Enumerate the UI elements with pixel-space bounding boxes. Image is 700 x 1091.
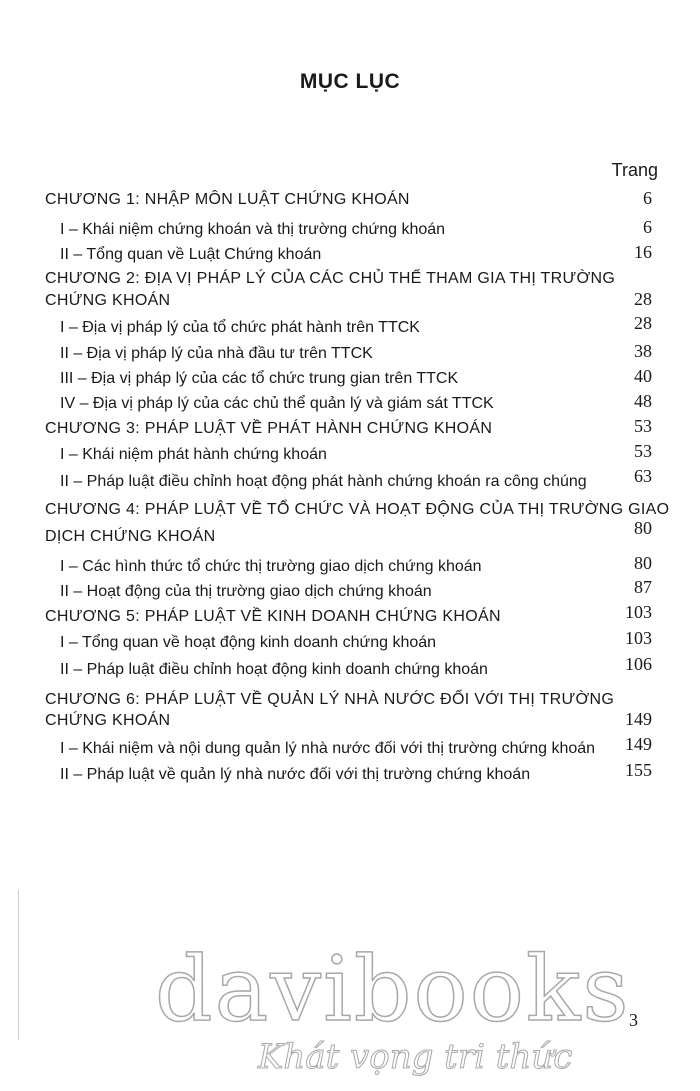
toc-chapter-3-page: 53 <box>634 416 652 436</box>
toc-section-title: I – Tổng quan về hoạt động kinh doanh chứng khoán <box>60 634 437 651</box>
toc-chapter-2-page: 28 <box>634 289 652 309</box>
toc-section-page: 40 <box>634 366 652 386</box>
toc-section-page: 106 <box>625 654 652 674</box>
toc-chapter-6-title-cont: CHỨNG KHOÁN <box>45 712 171 729</box>
toc-section-page: 103 <box>625 628 652 648</box>
toc-section-page: 38 <box>634 341 652 361</box>
toc-chapter-5-title: CHƯƠNG 5: PHÁP LUẬT VỀ KINH DOANH CHỨNG KHOÁN <box>45 608 501 625</box>
toc-section-title: II – Tổng quan về Luật Chứng khoán <box>60 246 322 263</box>
toc-section-page: 53 <box>634 441 652 461</box>
toc-section-page: 80 <box>634 553 652 573</box>
toc-section-page: 63 <box>634 466 652 486</box>
toc-section-title: II – Địa vị pháp lý của nhà đầu tư trên TTCK <box>60 345 373 362</box>
scan-margin-line <box>18 890 19 1040</box>
toc-section-page: 16 <box>634 242 652 262</box>
toc-section-title: I – Khái niệm chứng khoán và thị trường chứng khoán <box>60 221 446 238</box>
toc-chapter-4-page: 80 <box>634 518 652 538</box>
toc-section-title: I – Khái niệm và nội dung quản lý nhà nước đối với thị trường chứng khoán <box>60 740 596 757</box>
toc-section-title: I – Khái niệm phát hành chứng khoán <box>60 446 327 463</box>
watermark-tagline: Khát vọng tri thức <box>258 1037 573 1077</box>
toc-section-page: 48 <box>634 391 652 411</box>
page-number: 3 <box>629 1010 638 1030</box>
toc-chapter-1-title: CHƯƠNG 1: NHẬP MÔN LUẬT CHỨNG KHOÁN <box>45 191 410 208</box>
toc-section-title: II – Pháp luật về quản lý nhà nước đối với thị trường chứng khoán <box>60 766 531 783</box>
toc-section-page: 155 <box>625 760 652 780</box>
toc-chapter-6-page: 149 <box>625 709 652 729</box>
toc-section-page: 149 <box>625 734 652 754</box>
toc-chapter-6-title: CHƯƠNG 6: PHÁP LUẬT VỀ QUẢN LÝ NHÀ NƯỚC ĐỐI VỚI THỊ TRƯỜNG <box>45 691 615 708</box>
toc-section-title: IV – Địa vị pháp lý của các chủ thể quản lý và giám sát TTCK <box>60 395 494 412</box>
page-title: MỤC LỤC <box>299 70 401 93</box>
toc-chapter-2-title: CHƯƠNG 2: ĐỊA VỊ PHÁP LÝ CỦA CÁC CHỦ THỂ THAM GIA THỊ TRƯỜNG <box>45 270 616 287</box>
toc-section-title: I – Các hình thức tổ chức thị trường giao dịch chứng khoán <box>60 558 482 575</box>
toc-chapter-4-title: CHƯƠNG 4: PHÁP LUẬT VỀ TỔ CHỨC VÀ HOẠT ĐỘNG CỦA THỊ TRƯỜNG GIAO <box>45 501 670 518</box>
toc-section-title: II – Pháp luật điều chỉnh hoạt động kinh doanh chứng khoán <box>60 661 488 678</box>
toc-section-title: I – Địa vị pháp lý của tổ chức phát hành trên TTCK <box>60 319 420 336</box>
toc-chapter-3-title: CHƯƠNG 3: PHÁP LUẬT VỀ PHÁT HÀNH CHỨNG KHOÁN <box>45 420 493 437</box>
toc-section-title: II – Hoạt động của thị trường giao dịch chứng khoán <box>60 583 432 600</box>
toc-section-title: II – Pháp luật điều chỉnh hoạt động phát hành chứng khoán ra công chúng <box>60 473 587 490</box>
toc-section-page: 28 <box>634 313 652 333</box>
toc-section-title: III – Địa vị pháp lý của các tổ chức trung gian trên TTCK <box>60 370 459 387</box>
toc-section-page: 87 <box>634 577 652 597</box>
page-column-label: Trang <box>611 160 658 180</box>
toc-chapter-4-title-cont: DỊCH CHỨNG KHOÁN <box>45 528 216 545</box>
toc-chapter-2-title-cont: CHỨNG KHOÁN <box>45 292 171 309</box>
toc-section-page: 6 <box>643 217 652 237</box>
watermark-brand: davibooks <box>155 937 631 1042</box>
toc-chapter-1-page: 6 <box>643 188 652 208</box>
toc-chapter-5-page: 103 <box>625 602 652 622</box>
